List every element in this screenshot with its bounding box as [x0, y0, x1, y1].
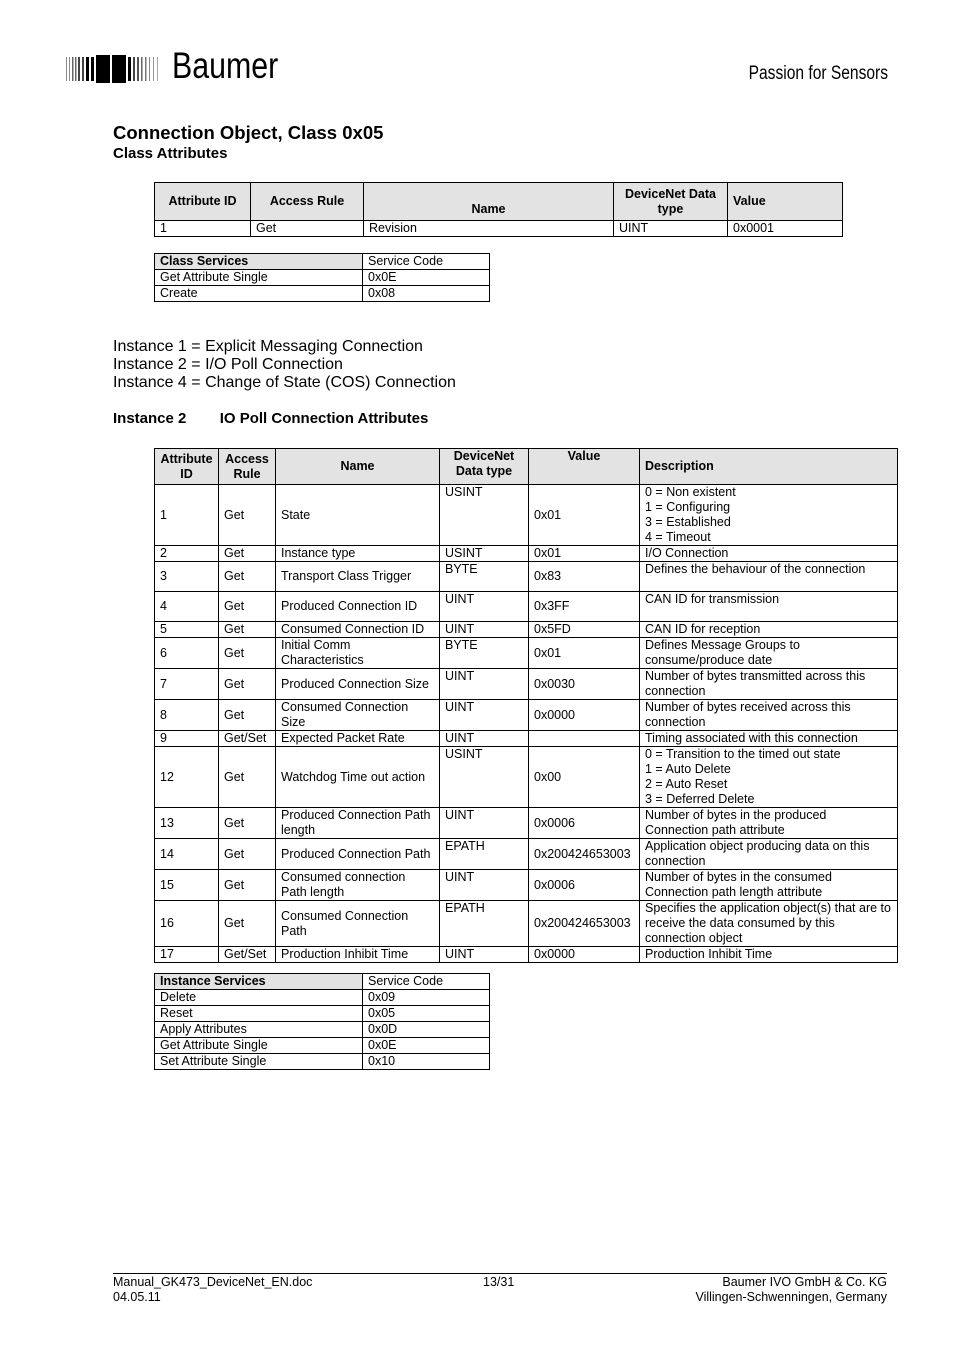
- table-cell: CAN ID for transmission: [640, 592, 898, 622]
- table-cell: Specifies the application object(s) that are to receive the data consumed by this connection object: [640, 901, 898, 947]
- table-cell: USINT: [440, 485, 529, 546]
- footer-filename: Manual_GK473_DeviceNet_EN.doc: [113, 1275, 313, 1289]
- table-cell: Get/Set: [219, 947, 276, 963]
- table-cell: Defines Message Groups to consume/produce date: [640, 638, 898, 669]
- table-cell: BYTE: [440, 638, 529, 669]
- table-cell: 5: [155, 622, 219, 638]
- table-cell: Get Attribute Single: [155, 270, 363, 286]
- table-cell: 0x0006: [529, 870, 640, 901]
- table-row: [155, 901, 898, 947]
- table-cell: State: [276, 485, 440, 546]
- table-row: [155, 270, 490, 286]
- table-row: [155, 731, 898, 747]
- table-cell: 0 = Non existent 1 = Configuring 3 = Established 4 = Timeout: [640, 485, 898, 546]
- table-row: [155, 1022, 490, 1038]
- table-cell: Watchdog Time out action: [276, 747, 440, 808]
- footer-page-number: 13/31: [483, 1275, 515, 1289]
- table-cell: 0x01: [529, 485, 640, 546]
- table-cell: Get: [219, 747, 276, 808]
- table-cell: Get: [219, 901, 276, 947]
- table-cell: 0x05: [363, 1006, 490, 1022]
- table-cell: Application object producing data on this connection: [640, 839, 898, 870]
- table-cell: Number of bytes in the produced Connection path attribute: [640, 808, 898, 839]
- table-cell: 0x200424653003: [529, 839, 640, 870]
- footer-location: Villingen-Schwenningen, Germany: [695, 1290, 887, 1304]
- table-cell: 9: [155, 731, 219, 747]
- instance-line: Instance 2 = I/O Poll Connection: [113, 356, 343, 373]
- table-cell: Get: [219, 669, 276, 700]
- table-cell: UINT: [440, 622, 529, 638]
- table-cell: 0x01: [529, 638, 640, 669]
- table-cell: 0x0006: [529, 808, 640, 839]
- table-header-row: [155, 974, 490, 990]
- table-cell: 3: [155, 562, 219, 592]
- table-cell: USINT: [440, 747, 529, 808]
- table-cell: Get: [219, 700, 276, 731]
- table-cell: UINT: [614, 221, 728, 237]
- table-row: [155, 592, 898, 622]
- table-cell: 7: [155, 669, 219, 700]
- table-cell: Consumed connection Path length: [276, 870, 440, 901]
- footer-date: 04.05.11: [113, 1290, 161, 1304]
- column-header: Attribute ID: [155, 449, 219, 485]
- table-cell: Set Attribute Single: [155, 1054, 363, 1070]
- table-cell: 0x0001: [728, 221, 843, 237]
- table-cell: UINT: [440, 870, 529, 901]
- table-row: [155, 839, 898, 870]
- table-cell: Produced Connection Path: [276, 839, 440, 870]
- table-cell: 0x83: [529, 562, 640, 592]
- table-cell: Number of bytes transmitted across this connection: [640, 669, 898, 700]
- table-cell: Get: [219, 546, 276, 562]
- table-row: [155, 990, 490, 1006]
- table-cell: Apply Attributes: [155, 1022, 363, 1038]
- instance-services-table: [154, 973, 490, 1070]
- table-row: [155, 286, 490, 302]
- table-row: [155, 808, 898, 839]
- table-cell: Get: [251, 221, 364, 237]
- table-cell: 1: [155, 221, 251, 237]
- table-row: [155, 947, 898, 963]
- column-header: Class Services: [155, 254, 363, 270]
- table-cell: 0x0E: [363, 270, 490, 286]
- table-cell: Produced Connection ID: [276, 592, 440, 622]
- table-cell: 0x10: [363, 1054, 490, 1070]
- table-cell: UINT: [440, 669, 529, 700]
- table-cell: Instance type: [276, 546, 440, 562]
- table-cell: EPATH: [440, 839, 529, 870]
- table-cell: UINT: [440, 592, 529, 622]
- table-cell: Produced Connection Size: [276, 669, 440, 700]
- table-cell: Get: [219, 839, 276, 870]
- table-cell: Get Attribute Single: [155, 1038, 363, 1054]
- table-cell: 0x3FF: [529, 592, 640, 622]
- table-cell: 17: [155, 947, 219, 963]
- column-header: Service Code: [363, 974, 490, 990]
- table-cell: Number of bytes received across this connection: [640, 700, 898, 731]
- table-cell: Revision: [364, 221, 614, 237]
- column-header: Access Rule: [251, 183, 364, 221]
- table-cell: Reset: [155, 1006, 363, 1022]
- footer-divider: [113, 1273, 887, 1274]
- class-services-table: [154, 253, 490, 302]
- table-cell: 6: [155, 638, 219, 669]
- table-cell: 13: [155, 808, 219, 839]
- table-cell: Produced Connection Path length: [276, 808, 440, 839]
- baumer-logo-icon: [66, 55, 160, 83]
- table-cell: Consumed Connection Path: [276, 901, 440, 947]
- column-header: Attribute ID: [155, 183, 251, 221]
- table-header-row: [155, 254, 490, 270]
- table-cell: Get: [219, 622, 276, 638]
- table-row: [155, 1038, 490, 1054]
- table-cell: Defines the behaviour of the connection: [640, 562, 898, 592]
- column-header: Name: [276, 449, 440, 485]
- table-cell: 8: [155, 700, 219, 731]
- class-attributes-table: [154, 182, 843, 237]
- footer-company: Baumer IVO GmbH & Co. KG: [722, 1275, 887, 1289]
- table-cell: 0x00: [529, 747, 640, 808]
- table-cell: Get/Set: [219, 731, 276, 747]
- column-header: Description: [640, 449, 898, 485]
- table-cell: 14: [155, 839, 219, 870]
- table-row: [155, 622, 898, 638]
- table-cell: Consumed Connection Size: [276, 700, 440, 731]
- table-cell: UINT: [440, 731, 529, 747]
- table-cell: Production Inhibit Time: [640, 947, 898, 963]
- tagline: Passion for Sensors: [748, 63, 888, 84]
- instance-line: Instance 1 = Explicit Messaging Connection: [113, 338, 423, 355]
- page-header: [66, 45, 888, 92]
- table-cell: 0x09: [363, 990, 490, 1006]
- table-cell: Get: [219, 562, 276, 592]
- table-cell: 0x0030: [529, 669, 640, 700]
- io-poll-attributes-table: [154, 448, 898, 963]
- table-cell: I/O Connection: [640, 546, 898, 562]
- table-cell: EPATH: [440, 901, 529, 947]
- table-cell: 16: [155, 901, 219, 947]
- table-cell: UINT: [440, 700, 529, 731]
- table-cell: Number of bytes in the consumed Connection path length attribute: [640, 870, 898, 901]
- table-cell: 0x08: [363, 286, 490, 302]
- table-row: [155, 1054, 490, 1070]
- table-cell: Delete: [155, 990, 363, 1006]
- table-cell: UINT: [440, 808, 529, 839]
- table-row: [155, 638, 898, 669]
- table-row: [155, 485, 898, 546]
- table-cell: 0x0000: [529, 700, 640, 731]
- table-cell: 0x5FD: [529, 622, 640, 638]
- instance-services-body: [155, 974, 490, 1070]
- table-row: [155, 870, 898, 901]
- column-header: Access Rule: [219, 449, 276, 485]
- table-cell: Production Inhibit Time: [276, 947, 440, 963]
- table-cell: USINT: [440, 546, 529, 562]
- table-cell: Get: [219, 638, 276, 669]
- table-row: [155, 747, 898, 808]
- column-header: DeviceNet Data type: [614, 183, 728, 221]
- table-cell: 0x0000: [529, 947, 640, 963]
- table-row: [155, 562, 898, 592]
- footer-right: [695, 1275, 887, 1305]
- column-header: Service Code: [363, 254, 490, 270]
- instance-line: Instance 4 = Change of State (COS) Connection: [113, 374, 456, 391]
- column-header: Instance Services: [155, 974, 363, 990]
- table-cell: Consumed Connection ID: [276, 622, 440, 638]
- column-header: Value: [728, 183, 843, 221]
- table-row: [155, 669, 898, 700]
- table-cell: 15: [155, 870, 219, 901]
- table-cell: UINT: [440, 947, 529, 963]
- table-cell: 12: [155, 747, 219, 808]
- table-cell: Create: [155, 286, 363, 302]
- table-cell: Expected Packet Rate: [276, 731, 440, 747]
- table-row: [155, 1006, 490, 1022]
- page-title: Connection Object, Class 0x05: [113, 122, 384, 143]
- table-cell: 0x0E: [363, 1038, 490, 1054]
- table-cell: 2: [155, 546, 219, 562]
- table-cell: 1: [155, 485, 219, 546]
- brand-logo-text: Baumer: [172, 45, 279, 86]
- column-header: Name: [364, 183, 614, 221]
- section-subtitle: Class Attributes: [113, 145, 228, 162]
- table-cell: Get: [219, 808, 276, 839]
- column-header: DeviceNet Data type: [440, 449, 529, 485]
- instance-list: [113, 338, 456, 392]
- table-row: [155, 700, 898, 731]
- instance-2-heading: Instance 2 IO Poll Connection Attributes: [113, 410, 429, 427]
- table-row: [155, 221, 843, 237]
- table-cell: 0x200424653003: [529, 901, 640, 947]
- table-cell: CAN ID for reception: [640, 622, 898, 638]
- column-header: Value: [529, 449, 640, 485]
- table-cell: 0x0D: [363, 1022, 490, 1038]
- io-table-body: [155, 485, 898, 963]
- table-cell: Get: [219, 592, 276, 622]
- table-cell: Initial Comm Characteristics: [276, 638, 440, 669]
- table-cell: Get: [219, 485, 276, 546]
- table-cell: [529, 731, 640, 747]
- table-cell: Get: [219, 870, 276, 901]
- table-cell: 0x01: [529, 546, 640, 562]
- table-cell: 4: [155, 592, 219, 622]
- table-cell: BYTE: [440, 562, 529, 592]
- table-row: [155, 546, 898, 562]
- table-cell: Timing associated with this connection: [640, 731, 898, 747]
- table-cell: Transport Class Trigger: [276, 562, 440, 592]
- table-cell: 0 = Transition to the timed out state 1 = Auto Delete 2 = Auto Reset 3 = Deferred Delete: [640, 747, 898, 808]
- footer-left: [113, 1275, 312, 1305]
